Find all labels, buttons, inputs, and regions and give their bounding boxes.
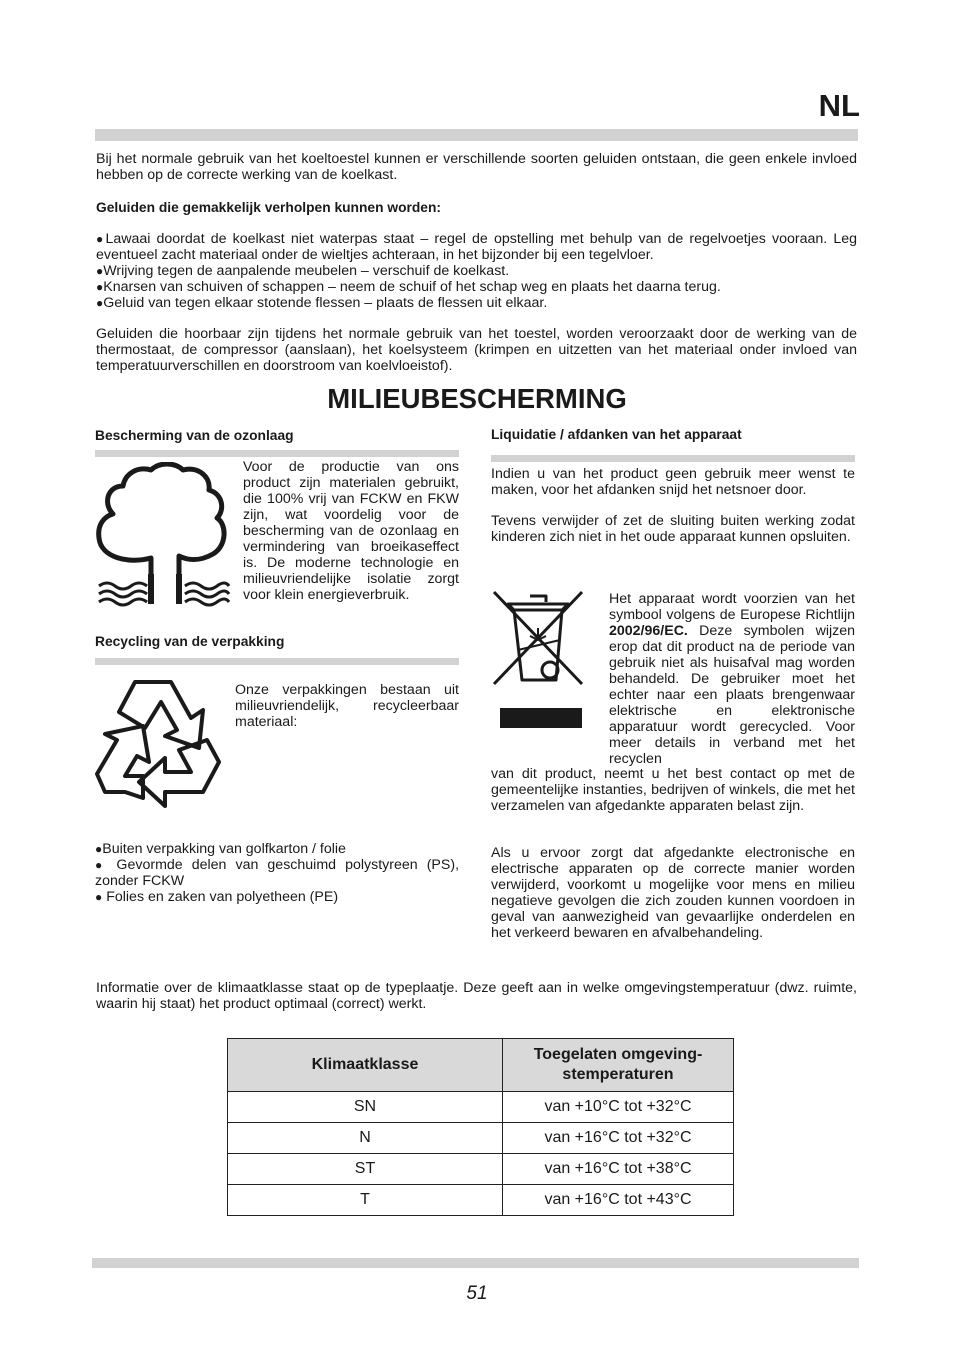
cell-class: T (228, 1185, 503, 1216)
intro-text: Bij het normale gebruik van het koeltoestel kunnen er verschillende soorten geluiden ontstaan, die geen enkele invloed hebben op de correcte werking van de koelkast. (96, 151, 857, 183)
climate-table (227, 1038, 734, 1216)
disposal-para4: Als u ervoor zorgt dat afgedankte electronische en electrische apparaten op de correcte manier worden verwijderd, voorkomt u mogelijke voor mens en milieu negatieve gevolgen die zich zouden kunnen voordoen in geval van aanwezigheid van gevaarlijke onderdelen en het verkeerd bewaren en afvalbehandeling. (491, 845, 855, 941)
cell-range: van +16°C tot +43°C (503, 1185, 734, 1216)
cell-range: van +16°C tot +38°C (503, 1154, 734, 1185)
header-temperatures: Toegelaten omgeving-stemperaturen (503, 1039, 734, 1092)
table-row (228, 1185, 734, 1216)
table-row (228, 1154, 734, 1185)
ozone-divider (95, 450, 459, 457)
weee-text-after: Deze symbolen wijzen erop dat dit product na de periode van gebruik niet als huisafval mag worden behandeld. De gebruiker moet het echter naar een plaats brengenwaar elektrische en elektronische apparatuur wordt gerecycled. Voor meer details in verband met het recyclen (609, 623, 855, 767)
weee-text (609, 591, 855, 767)
noise-subheading: Geluiden die gemakkelijk verholpen kunnen worden: (96, 200, 442, 215)
crossed-bin-icon (490, 588, 586, 730)
list-item: ● Lawaai doordat de koelkast niet waterpas staat – regel de opstelling met behulp van de regelvoetjes vooraan. Leg eventueel zacht materiaal onder de wieltjes achteraan, in het bijzonder bij een tegelvloer. (96, 231, 857, 263)
cell-range: van +16°C tot +32°C (503, 1123, 734, 1154)
header-climate-class: Klimaatklasse (228, 1039, 503, 1092)
packaging-heading: Recycling van de verpakking (95, 634, 285, 649)
intro-closing: Geluiden die hoorbaar zijn tijdens het normale gebruik van het toestel, worden veroorzaakt door de werking van de thermostaat, de compressor (aanslaan), het koelsysteem (krimpen en uitzetten van het materiaal onder invloed van temperatuurverschillen en doorstroom van koelvloeistof). (96, 326, 857, 374)
footer-divider (92, 1258, 859, 1268)
disposal-heading: Liquidatie / afdanken van het apparaat (491, 427, 742, 442)
disposal-para1: Indien u van het product geen gebruik meer wenst te maken, voor het afdanken snijd het netsnoer door. (491, 466, 855, 498)
language-code: NL (818, 88, 860, 123)
weee-text-continued: van dit product, neemt u het best contact op met de gemeentelijke instanties, bedrijven of winkels, die met het verzamelen van afgedankte apparaten belast zijn. (491, 766, 855, 814)
table-header-row (228, 1039, 734, 1092)
list-item: ● Gevormde delen van geschuimd polystyreen (PS), zonder FCKW (95, 857, 459, 889)
ozone-heading: Bescherming van de ozonlaag (95, 428, 294, 443)
section-title: MILIEUBESCHERMING (327, 383, 627, 414)
cell-class: N (228, 1123, 503, 1154)
tree-icon (95, 462, 231, 608)
header-divider (95, 129, 858, 141)
disposal-para2: Tevens verwijder of zet de sluiting buiten werking zodat kinderen zich niet in het oude apparaat kunnen opsluiten. (491, 513, 855, 545)
list-item: ● Geluid van tegen elkaar stotende flessen – plaats de flessen uit elkaar. (96, 295, 857, 311)
page-number: 51 (466, 1283, 488, 1304)
weee-text-before: Het apparaat wordt voorzien van het symbool volgens de Europese Richtlijn (609, 591, 855, 623)
recycle-icon (95, 678, 223, 814)
packaging-text: Onze verpakkingen bestaan uit milieuvriendelijk, recycleerbaar materiaal: (235, 682, 459, 730)
ozone-text: Voor de productie van ons product zijn materialen gebruikt, die 100% vrij van FCKW en FKW zijn, wat voordelig voor de bescherming van de ozonlaag en vermindering van broeikaseffect is. De moderne technologie en milieuvriendelijke isolatie zorgt voor klein energieverbruik. (243, 459, 459, 603)
table-row (228, 1123, 734, 1154)
packaging-divider (95, 658, 459, 665)
directive-number: 2002/96/EC. (609, 623, 688, 639)
disposal-divider (491, 455, 855, 462)
table-row (228, 1092, 734, 1123)
noise-list (96, 231, 857, 311)
cell-class: SN (228, 1092, 503, 1123)
list-item: ● Knarsen van schuiven of schappen – neem de schuif of het schap weg en plaats het daarna terug. (96, 279, 857, 295)
packaging-list (95, 841, 459, 905)
list-item: ● Wrijving tegen de aanpalende meubelen – verschuif de koelkast. (96, 263, 857, 279)
list-item: ● Folies en zaken van polyetheen (PE) (95, 889, 459, 905)
list-item: ● Buiten verpakking van golfkarton / folie (95, 841, 459, 857)
climate-text: Informatie over de klimaatklasse staat op de typeplaatje. Deze geeft aan in welke omgevingstemperatuur (dwz. ruimte, waarin hij staat) het product optimaal (correct) werkt. (96, 980, 857, 1012)
cell-class: ST (228, 1154, 503, 1185)
cell-range: van +10°C tot +32°C (503, 1092, 734, 1123)
